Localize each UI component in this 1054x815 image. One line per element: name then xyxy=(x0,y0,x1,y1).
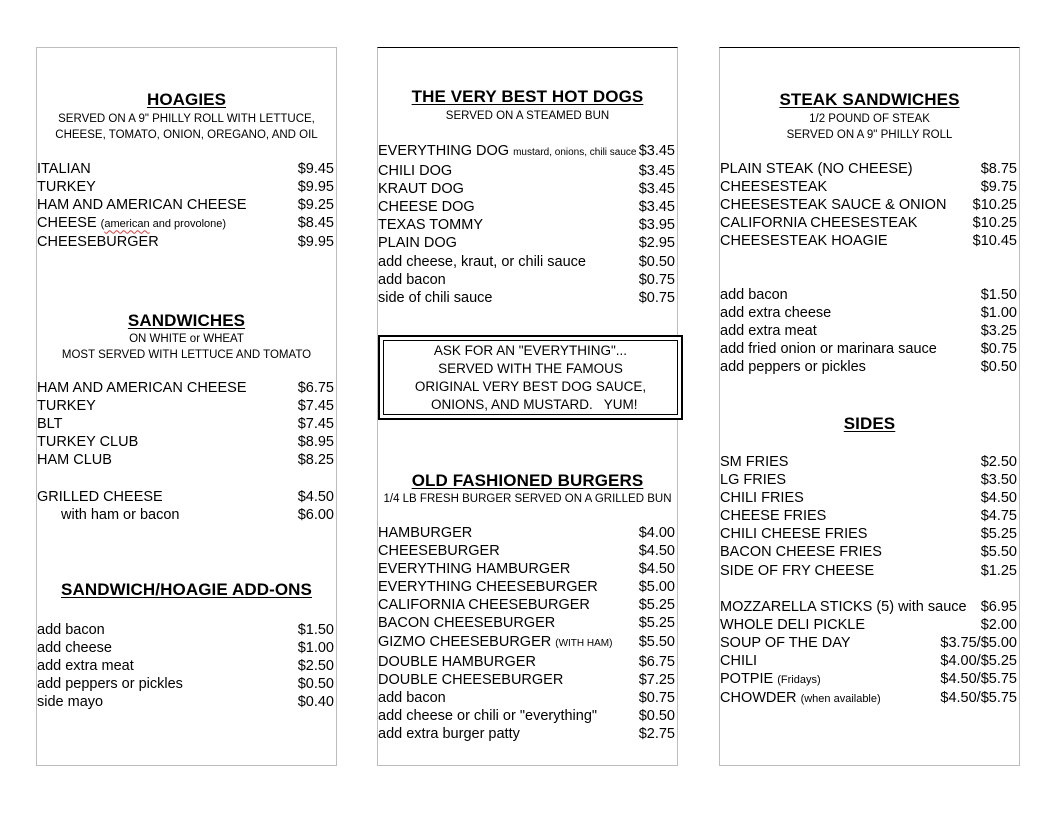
menu-item: CHEESEBURGER $9.95 xyxy=(37,234,334,251)
menu-item: TURKEY $9.95 xyxy=(37,179,334,196)
steak-title: STEAK SANDWICHES xyxy=(779,90,960,109)
menu-item: TURKEY $7.45 xyxy=(37,398,334,415)
menu-item: side mayo $0.40 xyxy=(37,694,334,711)
menu-item: HAM AND AMERICAN CHEESE $6.75 xyxy=(37,380,334,396)
menu-item: SIDE OF FRY CHEESE $1.25 xyxy=(720,562,1017,579)
menu-item: CHILI $4.00/$5.25 xyxy=(720,653,1017,670)
menu-item: CHEESESTEAK $9.75 xyxy=(720,179,1017,196)
addons-title: SANDWICH/HOAGIE ADD-ONS xyxy=(61,580,312,599)
menu-item: PLAIN STEAK (NO CHEESE) $8.75 xyxy=(720,161,1017,177)
menu-item: CHEESESTEAK SAUCE & ONION $10.25 xyxy=(720,197,1017,214)
menu-item: side of chili sauce $0.75 xyxy=(378,289,675,306)
menu-item: BACON CHEESE FRIES $5.50 xyxy=(720,544,1017,561)
menu-item: EVERYTHING DOG mustard, onions, chili sauce $3.45 xyxy=(378,143,675,159)
menu-item: add peppers or pickles $0.50 xyxy=(720,359,1017,376)
addons-list xyxy=(37,621,336,711)
grilled-cheese-list xyxy=(37,488,336,524)
menu-item: add bacon $0.75 xyxy=(378,689,675,706)
menu-item: EVERYTHING HAMBURGER $4.50 xyxy=(378,561,675,578)
burgers-description: 1/4 LB FRESH BURGER SERVED ON A GRILLED BUN xyxy=(383,493,672,505)
menu-item: CHEESE FRIES $4.75 xyxy=(720,508,1017,525)
menu-item: POTPIE (Fridays) $4.50/$5.75 xyxy=(720,671,1017,688)
menu-item: BACON CHEESEBURGER $5.25 xyxy=(378,615,675,632)
menu-item: HAM CLUB $8.25 xyxy=(37,452,334,469)
menu-item: with ham or bacon $6.00 xyxy=(61,507,334,524)
menu-panel-right xyxy=(719,47,1020,766)
menu-item: MOZZARELLA STICKS (5) with sauce $6.95 xyxy=(720,599,1017,615)
menu-item: TURKEY CLUB $8.95 xyxy=(37,434,334,451)
menu-item: EVERYTHING CHEESEBURGER $5.00 xyxy=(378,579,675,596)
menu-item: KRAUT DOG $3.45 xyxy=(378,181,675,198)
sides-title: SIDES xyxy=(843,414,896,433)
menu-item: WHOLE DELI PICKLE $2.00 xyxy=(720,617,1017,634)
menu-item: DOUBLE CHEESEBURGER $7.25 xyxy=(378,671,675,688)
menu-item: add bacon $1.50 xyxy=(37,622,334,638)
menu-item: add fried onion or marinara sauce $0.75 xyxy=(720,341,1017,358)
menu-item: add bacon $0.75 xyxy=(378,271,675,288)
hotdogs-list xyxy=(378,142,677,307)
burgers-list xyxy=(378,524,677,743)
hotdogs-title: THE VERY BEST HOT DOGS xyxy=(411,87,644,106)
menu-item: add extra meat $2.50 xyxy=(37,658,334,675)
menu-item: add bacon $1.50 xyxy=(720,287,1017,303)
menu-item: CALIFORNIA CHEESEBURGER $5.25 xyxy=(378,597,675,614)
menu-item: CHILI FRIES $4.50 xyxy=(720,490,1017,507)
hotdogs-description: SERVED ON A STEAMED BUN xyxy=(445,110,610,122)
menu-item: DOUBLE HAMBURGER $6.75 xyxy=(378,653,675,670)
menu-item: CHILI CHEESE FRIES $5.25 xyxy=(720,526,1017,543)
menu-item: GRILLED CHEESE $4.50 xyxy=(37,489,334,505)
menu-item: TEXAS TOMMY $3.95 xyxy=(378,217,675,234)
callout-text: ASK FOR AN "EVERYTHING"... SERVED WITH THE FAMOUS ORIGINAL VERY BEST DOG SAUCE, ONIONS, AND MUSTARD. YUM! xyxy=(414,343,647,412)
menu-item: SM FRIES $2.50 xyxy=(720,454,1017,470)
menu-item: add extra meat $3.25 xyxy=(720,323,1017,340)
menu-item: GIZMO CHEESEBURGER (WITH HAM) $5.50 xyxy=(378,633,675,650)
sandwiches-title: SANDWICHES xyxy=(127,311,246,330)
menu-item: CHOWDER (when available) $4.50/$5.75 xyxy=(720,690,1017,707)
menu-item: add cheese $1.00 xyxy=(37,640,334,657)
menu-item: CHILI DOG $3.45 xyxy=(378,163,675,180)
menu-item: HAM AND AMERICAN CHEESE $9.25 xyxy=(37,197,334,214)
hoagies-title: HOAGIES xyxy=(146,90,227,109)
menu-item: add peppers or pickles $0.50 xyxy=(37,676,334,693)
menu-item: CHEESE DOG $3.45 xyxy=(378,199,675,216)
sandwiches-description: ON WHITE or WHEAT MOST SERVED WITH LETTUCE AND TOMATO xyxy=(61,333,312,361)
menu-item: add extra cheese $1.00 xyxy=(720,305,1017,322)
steak-extras-list xyxy=(720,286,1019,376)
menu-item: BLT $7.45 xyxy=(37,416,334,433)
menu-item: LG FRIES $3.50 xyxy=(720,472,1017,489)
menu-item: ITALIAN $9.45 xyxy=(37,161,334,177)
menu-panel-left xyxy=(36,47,337,766)
menu-item: CALIFORNIA CHEESESTEAK $10.25 xyxy=(720,215,1017,232)
menu-item: add extra burger patty $2.75 xyxy=(378,726,675,743)
sides-list xyxy=(720,453,1019,580)
menu-item: HAMBURGER $4.00 xyxy=(378,525,675,541)
hoagies-description: SERVED ON A 9" PHILLY ROLL WITH LETTUCE, CHEESE, TOMATO, ONION, OREGANO, AND OIL xyxy=(55,113,318,141)
menu-item: CHEESESTEAK HOAGIE $10.45 xyxy=(720,233,1017,250)
burgers-title: OLD FASHIONED BURGERS xyxy=(411,471,644,490)
steak-description: 1/2 POUND OF STEAK SERVED ON A 9" PHILLY ROLL xyxy=(786,113,953,141)
menu-item: add cheese or chili or "everything" $0.50 xyxy=(378,707,675,724)
menu-panel-middle xyxy=(377,47,678,766)
steak-list xyxy=(720,160,1019,250)
menu-item: SOUP OF THE DAY $3.75/$5.00 xyxy=(720,635,1017,652)
menu-item: add cheese, kraut, or chili sauce $0.50 xyxy=(378,253,675,270)
menu-item: CHEESE (american and provolone) $8.45 xyxy=(37,215,334,232)
sides-more-list xyxy=(720,598,1019,709)
menu-item: CHEESEBURGER $4.50 xyxy=(378,543,675,560)
hoagies-list xyxy=(37,160,336,251)
sandwiches-list xyxy=(37,379,336,469)
everything-callout-box xyxy=(378,335,683,420)
menu-item: PLAIN DOG $2.95 xyxy=(378,235,675,252)
